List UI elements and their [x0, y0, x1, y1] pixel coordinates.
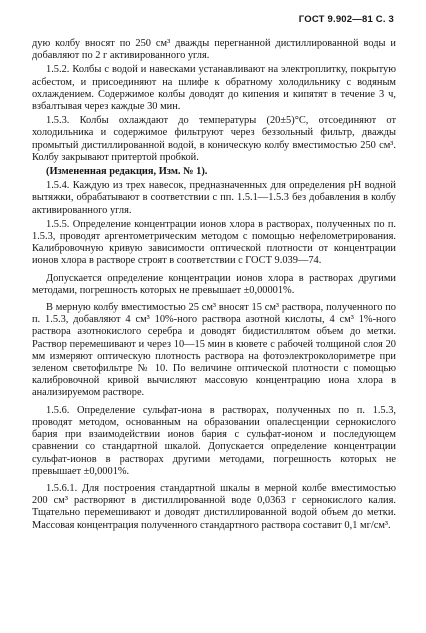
paragraph-continuation: дую колбу вносят по 250 см³ дважды перегнанной дистиллированной воды и добавляют по 2 г активированного угля.	[32, 38, 396, 62]
paragraph-1-5-2: 1.5.2. Колбы с водой и навесками устанавливают на электроплитку, покрытую асбестом, и присоединяют на шлифе к обратному холодильнику с водяным охлаждением. Содержимое колбы доводят до кипения и кипятят в течение 3 ч, взбалтывая через каждые 30 мин.	[32, 64, 396, 113]
paragraph-1-5-3: 1.5.3. Колбы охлаждают до температуры (20±5)°С, отсоединяют от холодильника и содержимое фильтруют через беззольный фильтр, дважды промытый дистиллированной водой, в коническую колбу вместимостью 250 см³. Колбу закрывают притертой пробкой.	[32, 115, 396, 163]
document-body	[32, 38, 396, 534]
paragraph-1-5-5: 1.5.5. Определение концентрации ионов хлора в растворах, полученных по п. 1.5.3, проводят аргентометрическим методом с помощью нефелометрирования. Калибровочную кривую зависимости оптической плотности от концентрации ионов хлора в растворе строят в соответствии с ГОСТ 9.039—74.	[32, 218, 396, 267]
paragraph-1-5-6: 1.5.6. Определение сульфат-иона в растворах, полученных по п. 1.5.3, проводят методом, основанным на образовании опалесценции сернокислого бария при взаимодействии ионов бария с сульфат-ионом и последующем сравнении со стандартной шкалой. Допускается определение концентрации сульфат-ионов в растворах другими методами, погрешность которых не превышает ±0,0001%.	[32, 404, 396, 477]
paragraph-1-5-6-1: 1.5.6.1. Для построения стандартной шкалы в мерной колбе вместимостью 200 см³ растворяют в дистиллированной воде 0,0363 г сернокислого калия. Тщательно перемешивают и доводят дистиллированной водой объем до метки. Массовая концентрация полученного стандартного раствора составит 0,1 мг/см³.	[32, 482, 396, 531]
paragraph-1-5-4: 1.5.4. Каждую из трех навесок, предназначенных для определения pH водной вытяжки, обрабатывают в соответствии с пп. 1.5.1—1.5.3 без добавления в колбу активированного угля.	[32, 180, 396, 216]
paragraph-alt-methods-chlorine: Допускается определение концентрации ионов хлора в растворах другими методами, погрешность которых не превышает ±0,00001%.	[32, 272, 396, 296]
paragraph-procedure-chlorine: В мерную колбу вместимостью 25 см³ вносят 15 см³ раствора, полученного по п. 1.5.3, добавляют 4 см³ 10%-ного раствора азотной кислоты, 4 см³ 1%-ного раствора азотнокислого серебра и доводят бидистиллятом объем до метки. Раствор перемешивают и через 10—15 мин в кювете с рабочей толщиной слоя 20 мм измеряют оптическую плотность раствора на фотоэлектроколориметре при зеленом светофильтре № 10. По величине оптической плотности с помощью калибровочной кривой вычисляют массовую концентрацию иона хлора в анализируемом растворе.	[32, 302, 396, 399]
amendment-note: (Измененная редакция, Изм. № 1).	[46, 166, 208, 178]
running-header: ГОСТ 9.902—81 С. 3	[298, 14, 394, 25]
